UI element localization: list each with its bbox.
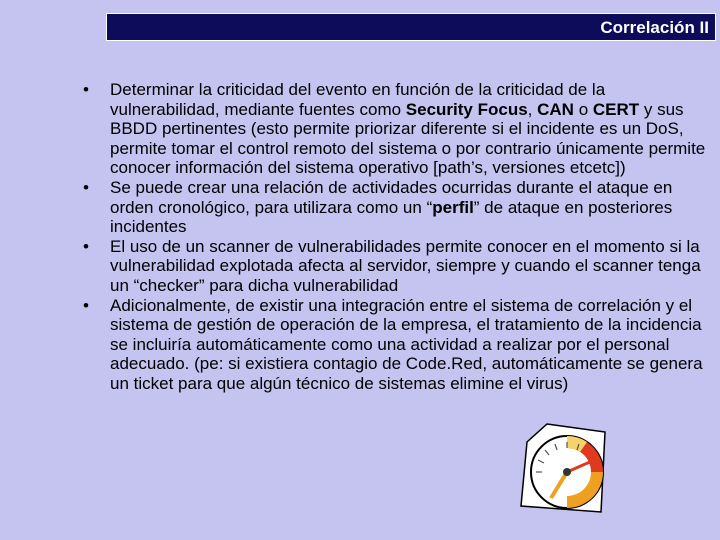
bullet-text: y sus BBDD pertinentes (esto permite priorizar diferente si el incidente es un DoS, permite tomar el control remoto del sistema o por contrario únicamente permite conocer información del sistema operativo [path’s, versiones etcetc])	[110, 99, 706, 178]
bullet-marker: •	[83, 177, 89, 197]
bold-term-can: CAN	[537, 99, 574, 119]
bullet-list	[83, 80, 713, 394]
title-bar	[106, 13, 716, 41]
bullet-text: Determinar la criticidad del evento en función de la criticidad de la vulnerabilidad, mediante fuentes como	[110, 80, 606, 119]
bullet-item	[83, 237, 713, 296]
bullet-marker: •	[83, 236, 89, 256]
bold-term-security-focus: Security Focus	[405, 99, 528, 119]
bullet-text: ” de ataque en posteriores incidentes	[110, 197, 673, 237]
bold-term-perfil: perfil	[432, 197, 474, 217]
pressure-gauge-graphic	[517, 422, 609, 514]
pressure-gauge-icon	[517, 422, 609, 514]
bullet-marker: •	[83, 295, 89, 315]
bullet-text: Se puede crear una relación de actividades ocurridas durante el ataque en orden cronológico, para utilizara como un “	[110, 177, 673, 217]
bullet-text: El uso de un scanner de vulnerabilidades permite conocer en el momento si la vulnerabilidad explotada afecta al servidor, siempre y cuando el scanner tenga un “checker” para dicha vulnerabilidad	[110, 236, 701, 295]
bullet-text: Adicionalmente, de existir una integración entre el sistema de correlación y el sistema de gestión de operación de la empresa, el tratamiento de la incidencia se incluiría automáticamente como una actividad a realizar por el personal adecuado. (pe: si existiera contagio de Code.Red, automáticamente se genera un ticket para que algún técnico de sistemas elimine el virus)	[110, 295, 703, 393]
bullet-item	[83, 296, 713, 394]
slide-title: Correlación II	[600, 18, 709, 37]
bullet-text: o	[573, 99, 593, 119]
bullet-item	[83, 80, 713, 178]
bullet-marker: •	[83, 80, 89, 99]
bullet-text: ,	[527, 99, 538, 119]
bullet-item	[83, 178, 713, 237]
bold-term-cert: CERT	[592, 99, 640, 119]
